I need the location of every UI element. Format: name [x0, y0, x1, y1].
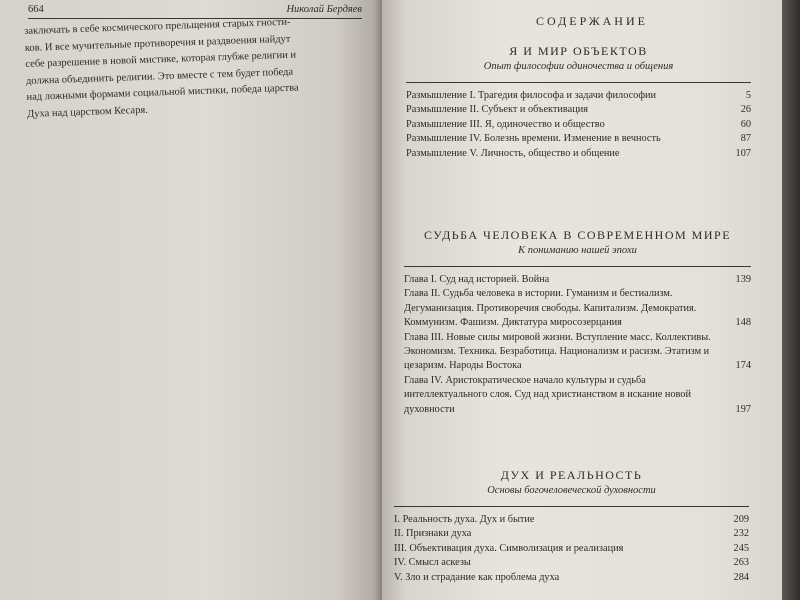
- toc-entry: [406, 147, 751, 161]
- entry-page: 87: [740, 133, 751, 145]
- section-rule: [394, 506, 749, 507]
- entry-title: Размышление III. Я, одиночество и общество: [406, 118, 605, 130]
- toc-entry: [406, 89, 751, 103]
- entry-title: V. Зло и страдание как проблема духа: [394, 571, 560, 583]
- text-line: над ложными формами социальной мистики, победа царства: [26, 82, 299, 104]
- toc-section-3: [394, 468, 749, 585]
- section-subtitle: Опыт философии одиночества и общения: [483, 61, 674, 72]
- toc-entry: [406, 132, 751, 146]
- toc-title: СОДЕРЖАНИЕ: [536, 14, 648, 28]
- toc-section-1: [406, 44, 751, 161]
- entry-page: 263: [733, 557, 749, 569]
- entry-page: 284: [733, 571, 749, 583]
- entry-title: IV. Смысл аскезы: [394, 557, 471, 569]
- section-subtitle: К пониманию нашей эпохи: [518, 245, 637, 256]
- section-heading: СУДЬБА ЧЕЛОВЕКА В СОВРЕМЕННОМ МИРЕ: [423, 228, 732, 242]
- entry-title: Глава IV. Аристократическое начало культуры и судьба интеллектуального слоя. Суд над христианством в искание новой духовности: [404, 374, 691, 415]
- section-subtitle: Основы богочеловеческой духовности: [487, 485, 656, 496]
- toc-entry: [406, 103, 751, 117]
- toc-entry: [394, 513, 749, 527]
- entry-title: II. Признаки духа: [394, 528, 472, 540]
- running-head-author: Николай Бердяев: [286, 4, 362, 15]
- entry-page: 232: [733, 528, 749, 540]
- table-of-contents: [402, 14, 762, 47]
- section-heading: ДУХ И РЕАЛЬНОСТЬ: [500, 468, 643, 482]
- entry-title: Размышление II. Субъект и объективация: [406, 104, 588, 116]
- entry-title: Глава II. Судьба человека в истории. Гуманизм и бестиализм. Дегуманизация. Противоречия свободы. Капитализм. Демократия. Коммунизм. Фашизм. Диктатура миросозерцания: [404, 288, 697, 329]
- book-edge: [782, 0, 800, 600]
- entry-page: 26: [740, 104, 751, 116]
- entry-title: Глава III. Новые силы мировой жизни. Вступление масс. Коллективы. Экономизм. Техника. Безработица. Национализм и расизм. Этатизм и цезаризм. Народы Востока: [404, 331, 711, 372]
- entry-title: Глава I. Суд над историей. Война: [404, 274, 550, 285]
- toc-entry: [406, 118, 751, 132]
- body-text: [24, 12, 357, 123]
- toc-entry: [404, 273, 751, 287]
- entry-page: 197: [735, 403, 751, 415]
- text-line: ков. И все мучительные противоречия и раздвоения найдут: [24, 33, 291, 54]
- page-number: 664: [28, 4, 44, 15]
- entry-page: 148: [735, 317, 751, 329]
- toc-entry: [404, 331, 751, 374]
- entry-page: 107: [735, 147, 751, 159]
- entry-title: III. Объективация духа. Символизация и реализация: [394, 542, 624, 554]
- entry-page: 209: [733, 514, 749, 525]
- entry-page: 60: [740, 118, 751, 130]
- section-rule: [406, 82, 751, 83]
- toc-entry: [404, 287, 751, 330]
- entry-title: Размышление IV. Болезнь времени. Изменение в вечность: [406, 133, 661, 145]
- entry-page: 5: [745, 90, 751, 101]
- text-line: Духа над царством Кесаря.: [26, 104, 149, 120]
- entry-page: 245: [733, 542, 749, 554]
- text-line: себе разрешение в новой мистике, которая глубже религии и: [25, 49, 297, 71]
- entry-page: 174: [735, 360, 751, 372]
- entry-title: Размышление V. Личность, общество и общение: [406, 147, 620, 159]
- right-page: [382, 0, 782, 600]
- section-heading: Я И МИР ОБЪЕКТОВ: [509, 44, 648, 58]
- left-page: [0, 0, 382, 600]
- toc-entry: [394, 527, 749, 541]
- toc-section-2: [404, 228, 751, 417]
- text-line: должна объединить религии. Это вместе с тем будет победа: [25, 66, 294, 87]
- entry-title: Размышление I. Трагедия философа и задачи философии: [406, 90, 657, 101]
- toc-entry: [394, 556, 749, 570]
- toc-entry: [404, 374, 751, 417]
- entry-page: 139: [735, 274, 751, 285]
- text-line: заключать в себе космического прельщения старых гности-: [24, 16, 291, 37]
- section-rule: [404, 266, 751, 267]
- toc-entry: [394, 542, 749, 556]
- entry-title: I. Реальность духа. Дух и бытие: [394, 514, 535, 525]
- toc-entry: [394, 571, 749, 585]
